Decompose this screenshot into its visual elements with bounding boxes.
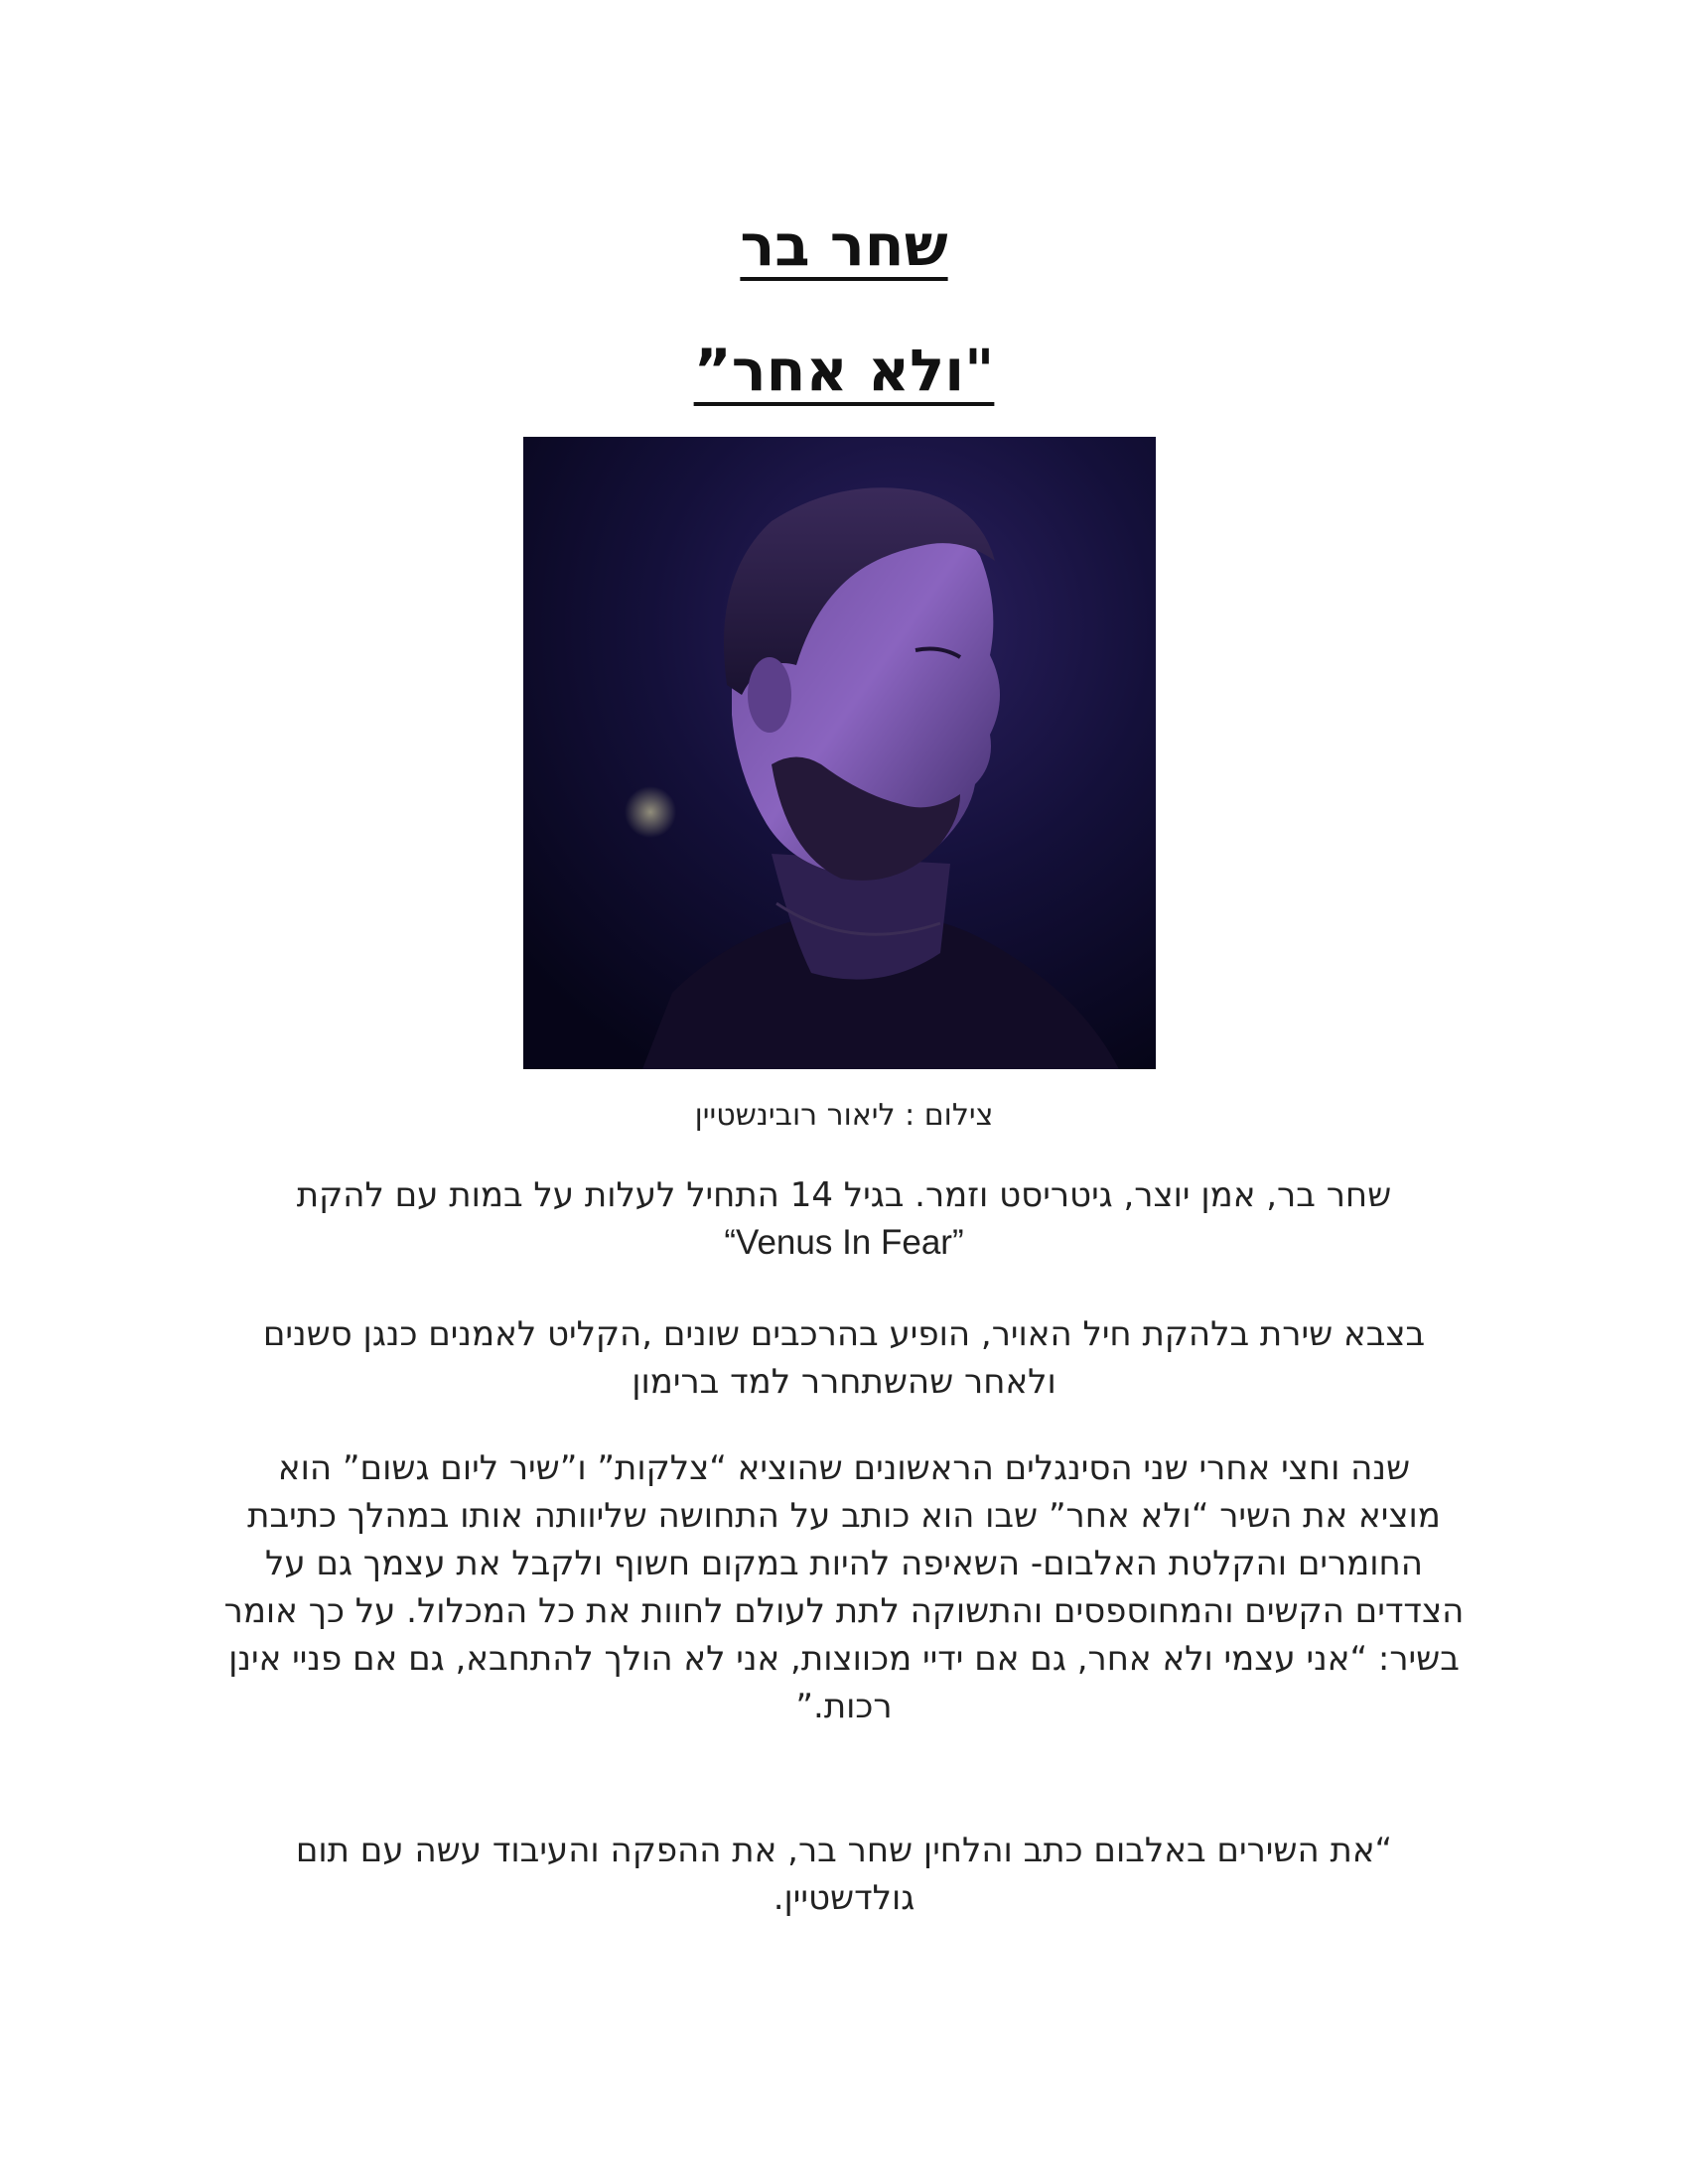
artist-title (0, 210, 1688, 280)
bio-paragraph-1 (199, 1171, 1489, 1267)
bio-paragraph-4 (199, 1827, 1489, 1922)
band-name: “Venus In Fear” (724, 1223, 964, 1262)
bio-paragraph-3-line-1: שנה וחצי אחרי שני הסינגלים הראשונים שהוציא “צלקות” ו”שיר ליום גשום” הוא (277, 1448, 1411, 1488)
bio-paragraph-4-line-2: גולדשטיין. (773, 1878, 915, 1918)
bio-paragraph-4-line-1: “את השירים באלבום כתב והלחין שחר בר, את ההפקה והעיבוד עשה עם תום (295, 1831, 1393, 1870)
bio-paragraph-3 (199, 1444, 1489, 1730)
artist-photo (523, 437, 1156, 1069)
artist-title-text: שחר בר (740, 211, 948, 279)
photo-caption: צילום : ליאור רובינשטיין (694, 1098, 994, 1133)
bio-paragraph-3-line-6: רכות.” (795, 1687, 893, 1726)
bio-paragraph-3-line-4: הצדדים הקשים והמחוספסים והתשוקה לתת לעולם לחוות את כל המכלול. על כך אומר (223, 1591, 1465, 1631)
song-title (0, 336, 1688, 405)
bio-paragraph-2-line-1: בצבא שירת בלהקת חיל האויר, הופיע בהרכבים שונים ,הקליט לאמנים כנגן סשנים (262, 1314, 1426, 1354)
bio-paragraph-3-line-2: מוציא את השיר “ולא אחר” שבו הוא כותב על התחושה שליוותה אותו במהלך כתיבת (247, 1496, 1441, 1536)
bio-paragraph-2-line-2: ולאחר שהשתחרר למד ברימון (632, 1362, 1056, 1402)
bio-paragraph-1-line-1: שחר בר, אמן יוצר, גיטריסט וזמר. בגיל 14 התחיל לעלות על במות עם להקת (296, 1175, 1392, 1215)
song-title-text: "ולא אחר” (693, 337, 995, 404)
artist-portrait-image (523, 437, 1156, 1069)
bio-paragraph-2 (199, 1310, 1489, 1406)
bio-paragraph-3-line-3: החומרים והקלטת האלבום- השאיפה להיות במקום חשוף ולקבל את עצמך גם על (265, 1544, 1423, 1583)
bio-paragraph-3-line-5: בשיר: “אני עצמי ולא אחר, גם אם ידיי מכווצות, אני לא הולך להתחבא, גם אם פניי אינן (228, 1639, 1460, 1679)
